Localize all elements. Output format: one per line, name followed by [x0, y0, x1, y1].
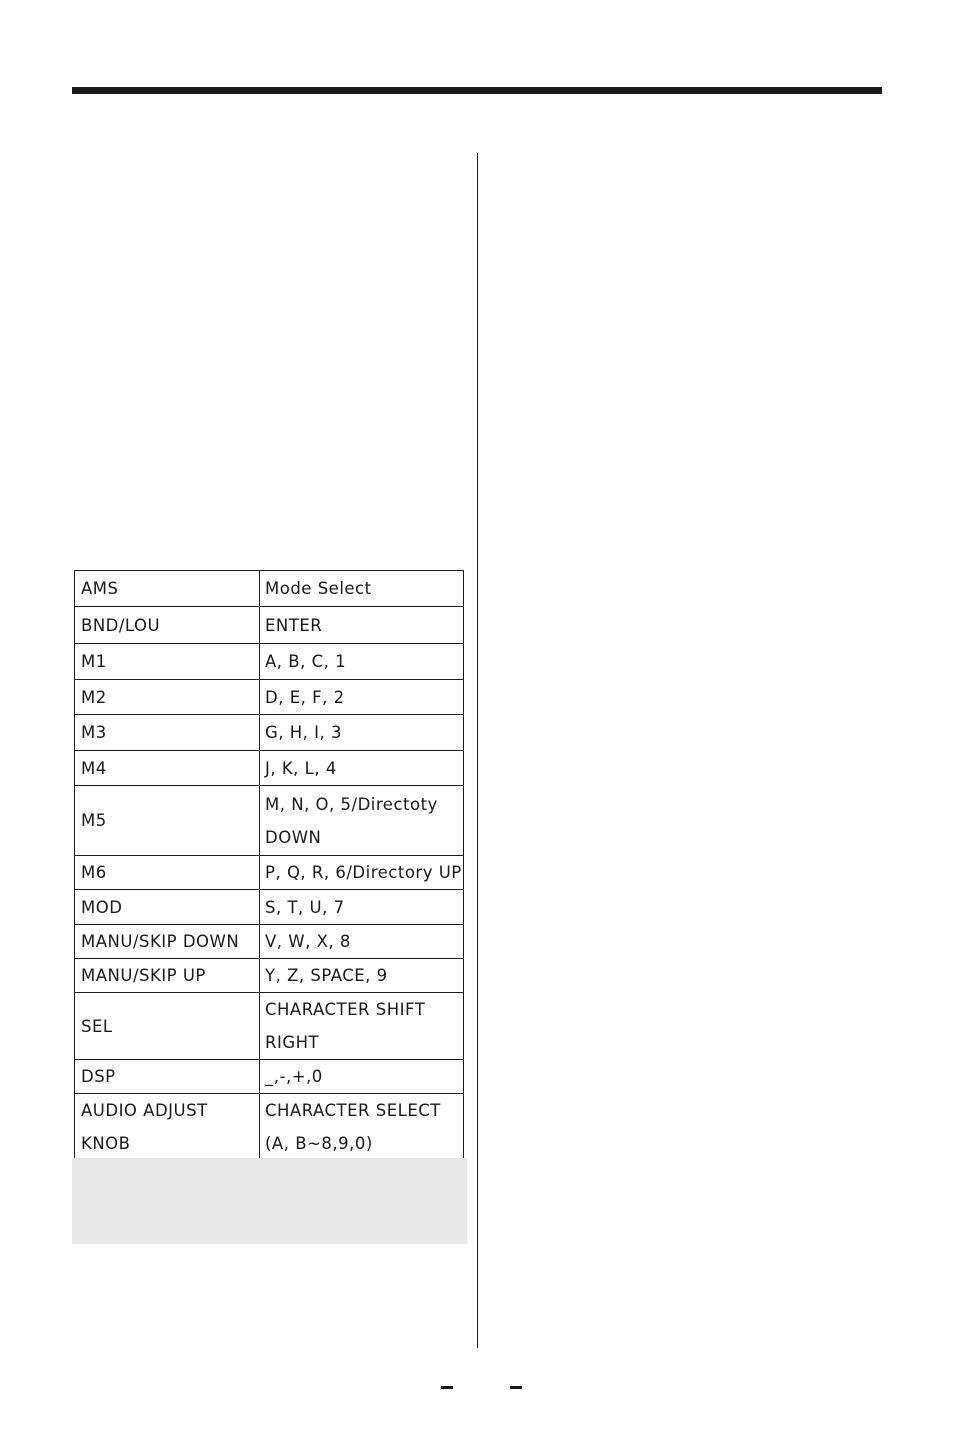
button-name-cell: MOD	[75, 890, 260, 925]
header-rule	[72, 87, 882, 94]
button-function-cell: P, Q, R, 6/Directory UP	[260, 856, 464, 890]
table-row	[75, 680, 464, 715]
table-row	[75, 890, 464, 925]
button-name-cell: BND/LOU	[75, 607, 260, 644]
table-row	[75, 715, 464, 751]
button-name-cell: M1	[75, 644, 260, 680]
table-row	[75, 644, 464, 680]
table-row	[75, 571, 464, 607]
button-name-cell: M2	[75, 680, 260, 715]
page-number-dash-left	[441, 1386, 453, 1389]
button-name-cell: M3	[75, 715, 260, 751]
button-function-cell: V, W, X, 8	[260, 925, 464, 959]
button-function-cell: S, T, U, 7	[260, 890, 464, 925]
button-function-cell: ENTER	[260, 607, 464, 644]
table-row	[75, 751, 464, 786]
button-name-cell: AMS	[75, 571, 260, 607]
table-row	[75, 1094, 464, 1161]
button-function-cell: M, N, O, 5/Directoty DOWN	[260, 786, 464, 856]
note-panel	[72, 1158, 467, 1244]
button-name-cell: SEL	[75, 993, 260, 1060]
button-function-cell: G, H, I, 3	[260, 715, 464, 751]
button-name-cell: M4	[75, 751, 260, 786]
table-row	[75, 925, 464, 959]
table-row	[75, 959, 464, 993]
button-name-cell: M6	[75, 856, 260, 890]
table-row	[75, 856, 464, 890]
table-row	[75, 1060, 464, 1094]
button-function-cell: Mode Select	[260, 571, 464, 607]
button-name-cell: DSP	[75, 1060, 260, 1094]
button-function-cell: D, E, F, 2	[260, 680, 464, 715]
table-row	[75, 993, 464, 1060]
button-function-cell: CHARACTER SHIFT RIGHT	[260, 993, 464, 1060]
button-name-cell: MANU/SKIP UP	[75, 959, 260, 993]
button-function-cell: J, K, L, 4	[260, 751, 464, 786]
table-row	[75, 786, 464, 856]
table-row	[75, 607, 464, 644]
page-number-dash-right	[510, 1386, 522, 1389]
button-function-cell: CHARACTER SELECT (A, B~8,9,0)	[260, 1094, 464, 1161]
button-function-cell: Y, Z, SPACE, 9	[260, 959, 464, 993]
column-divider	[477, 153, 478, 1348]
button-character-table	[74, 570, 464, 1161]
button-function-cell: A, B, C, 1	[260, 644, 464, 680]
button-name-cell: M5	[75, 786, 260, 856]
button-name-cell: MANU/SKIP DOWN	[75, 925, 260, 959]
button-name-cell: AUDIO ADJUST KNOB	[75, 1094, 260, 1161]
button-function-cell: _,-,+,0	[260, 1060, 464, 1094]
